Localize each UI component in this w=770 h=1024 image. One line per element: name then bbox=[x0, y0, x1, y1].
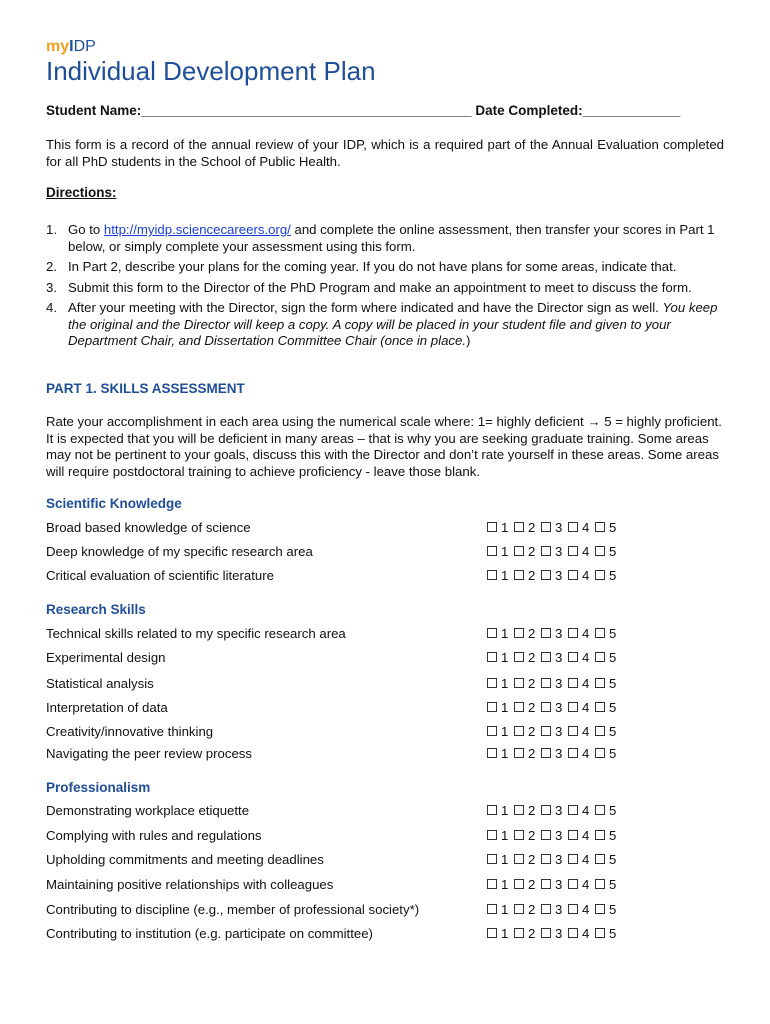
skill-row bbox=[46, 828, 726, 846]
rating-number: 5 bbox=[609, 568, 617, 583]
skill-label: Interpretation of data bbox=[46, 700, 168, 715]
rating-checkbox[interactable] bbox=[595, 570, 605, 580]
skill-row bbox=[46, 803, 726, 821]
skill-row bbox=[46, 626, 726, 644]
rating-number: 1 bbox=[501, 676, 512, 691]
rating-checkbox[interactable] bbox=[487, 628, 497, 638]
rating-number: 4 bbox=[582, 877, 593, 892]
rating-checkbox[interactable] bbox=[568, 522, 578, 532]
rating-number: 4 bbox=[582, 676, 593, 691]
rating-scale bbox=[486, 877, 617, 892]
rating-checkbox[interactable] bbox=[568, 879, 578, 889]
rating-instructions: Rate your accomplishment in each area using the numerical scale where: 1= highly deficient → 5 = highly proficient. It is expected that you will be deficient in many areas – that is why you are seeking graduate training. Some areas may not be pertinent to your goals, discuss this with the Director and don’t rate yourself in these areas. Some areas will require postdoctoral training to achieve proficiency - leave those blank. bbox=[46, 414, 722, 479]
rating-number: 3 bbox=[555, 803, 566, 818]
rating-checkbox[interactable] bbox=[595, 830, 605, 840]
skill-label: Experimental design bbox=[46, 650, 166, 665]
skill-label: Broad based knowledge of science bbox=[46, 520, 251, 535]
rating-checkbox[interactable] bbox=[541, 904, 551, 914]
rating-number: 4 bbox=[582, 828, 593, 843]
part1-heading: PART 1. SKILLS ASSESSMENT bbox=[46, 381, 245, 396]
rating-number: 2 bbox=[528, 626, 539, 641]
rating-number: 5 bbox=[609, 852, 617, 867]
directions-list bbox=[46, 222, 726, 354]
section-heading: Research Skills bbox=[46, 602, 146, 617]
rating-checkbox[interactable] bbox=[568, 928, 578, 938]
rating-scale bbox=[486, 650, 617, 665]
rating-number: 5 bbox=[609, 650, 617, 665]
rating-checkbox[interactable] bbox=[541, 628, 551, 638]
rating-scale bbox=[486, 746, 617, 761]
rating-number: 1 bbox=[501, 746, 512, 761]
skill-row bbox=[46, 902, 726, 920]
rating-number: 3 bbox=[555, 520, 566, 535]
rating-checkbox[interactable] bbox=[487, 904, 497, 914]
rating-checkbox[interactable] bbox=[514, 570, 524, 580]
rating-scale bbox=[486, 544, 617, 559]
rating-checkbox[interactable] bbox=[487, 830, 497, 840]
rating-number: 2 bbox=[528, 852, 539, 867]
rating-checkbox[interactable] bbox=[514, 546, 524, 556]
rating-checkbox[interactable] bbox=[514, 628, 524, 638]
rating-number: 2 bbox=[528, 877, 539, 892]
rating-checkbox[interactable] bbox=[541, 854, 551, 864]
rating-checkbox[interactable] bbox=[568, 546, 578, 556]
rating-checkbox[interactable] bbox=[541, 879, 551, 889]
rating-number: 4 bbox=[582, 568, 593, 583]
rating-checkbox[interactable] bbox=[487, 805, 497, 815]
rating-number: 2 bbox=[528, 568, 539, 583]
rating-number: 2 bbox=[528, 926, 539, 941]
rating-number: 5 bbox=[609, 828, 617, 843]
rating-checkbox[interactable] bbox=[487, 879, 497, 889]
rating-number: 5 bbox=[609, 877, 617, 892]
rating-checkbox[interactable] bbox=[595, 628, 605, 638]
rating-number: 1 bbox=[501, 650, 512, 665]
direction-item: 2. In Part 2, describe your plans for the coming year. If you do not have plans for some areas, indicate that. bbox=[46, 259, 677, 274]
rating-number: 1 bbox=[501, 902, 512, 917]
rating-checkbox[interactable] bbox=[514, 726, 524, 736]
skill-row bbox=[46, 877, 726, 895]
skill-label: Technical skills related to my specific research area bbox=[46, 626, 346, 641]
rating-number: 5 bbox=[609, 803, 617, 818]
rating-checkbox[interactable] bbox=[514, 522, 524, 532]
rating-number: 5 bbox=[609, 902, 617, 917]
myidp-logo: myIDP bbox=[46, 38, 96, 55]
rating-checkbox[interactable] bbox=[595, 879, 605, 889]
directions-heading: Directions: bbox=[46, 185, 117, 200]
rating-number: 3 bbox=[555, 626, 566, 641]
rating-number: 4 bbox=[582, 902, 593, 917]
rating-number: 3 bbox=[555, 877, 566, 892]
rating-number: 3 bbox=[555, 676, 566, 691]
rating-checkbox[interactable] bbox=[541, 546, 551, 556]
rating-number: 4 bbox=[582, 626, 593, 641]
rating-number: 3 bbox=[555, 902, 566, 917]
rating-number: 5 bbox=[609, 746, 617, 761]
rating-number: 5 bbox=[609, 676, 617, 691]
rating-checkbox[interactable] bbox=[541, 570, 551, 580]
rating-scale bbox=[486, 676, 617, 691]
rating-checkbox[interactable] bbox=[541, 726, 551, 736]
skill-label: Statistical analysis bbox=[46, 676, 154, 691]
rating-number: 1 bbox=[501, 700, 512, 715]
rating-checkbox[interactable] bbox=[568, 830, 578, 840]
skill-label: Demonstrating workplace etiquette bbox=[46, 803, 250, 818]
rating-checkbox[interactable] bbox=[595, 522, 605, 532]
skill-row bbox=[46, 676, 726, 694]
rating-number: 4 bbox=[582, 803, 593, 818]
rating-checkbox[interactable] bbox=[514, 830, 524, 840]
direction-item: 1. Go to http://myidp.sciencecareers.org/ and complete the online assessment, then transfer your scores in Part 1 below, or simply complete your assessment using this form. bbox=[46, 222, 715, 254]
rating-number: 4 bbox=[582, 650, 593, 665]
skill-label: Creativity/innovative thinking bbox=[46, 724, 214, 739]
skill-row bbox=[46, 852, 726, 870]
rating-number: 5 bbox=[609, 700, 617, 715]
rating-checkbox[interactable] bbox=[568, 748, 578, 758]
skill-row bbox=[46, 568, 726, 586]
rating-checkbox[interactable] bbox=[514, 879, 524, 889]
rating-number: 1 bbox=[501, 926, 512, 941]
rating-checkbox[interactable] bbox=[568, 702, 578, 712]
rating-number: 1 bbox=[501, 544, 512, 559]
rating-checkbox[interactable] bbox=[568, 570, 578, 580]
skill-label: Complying with rules and regulations bbox=[46, 828, 262, 843]
rating-number: 1 bbox=[501, 568, 512, 583]
rating-checkbox[interactable] bbox=[595, 546, 605, 556]
rating-number: 2 bbox=[528, 650, 539, 665]
myidp-link[interactable]: http://myidp.sciencecareers.org/ bbox=[103, 222, 291, 237]
section-heading: Scientific Knowledge bbox=[46, 496, 182, 511]
rating-number: 4 bbox=[582, 746, 593, 761]
rating-number: 3 bbox=[555, 700, 566, 715]
rating-number: 2 bbox=[528, 544, 539, 559]
skill-row bbox=[46, 926, 726, 944]
rating-number: 2 bbox=[528, 828, 539, 843]
rating-checkbox[interactable] bbox=[568, 678, 578, 688]
rating-checkbox[interactable] bbox=[541, 830, 551, 840]
rating-checkbox[interactable] bbox=[514, 748, 524, 758]
rating-scale bbox=[486, 852, 617, 867]
rating-number: 3 bbox=[555, 852, 566, 867]
rating-number: 5 bbox=[609, 926, 617, 941]
rating-checkbox[interactable] bbox=[487, 928, 497, 938]
rating-number: 4 bbox=[582, 544, 593, 559]
rating-number: 2 bbox=[528, 724, 539, 739]
rating-checkbox[interactable] bbox=[514, 904, 524, 914]
rating-checkbox[interactable] bbox=[487, 570, 497, 580]
rating-scale bbox=[486, 724, 617, 739]
rating-checkbox[interactable] bbox=[514, 928, 524, 938]
rating-number: 1 bbox=[501, 520, 512, 535]
rating-number: 3 bbox=[555, 544, 566, 559]
rating-checkbox[interactable] bbox=[514, 678, 524, 688]
rating-number: 1 bbox=[501, 803, 512, 818]
rating-number: 3 bbox=[555, 828, 566, 843]
rating-scale bbox=[486, 926, 617, 941]
rating-number: 2 bbox=[528, 700, 539, 715]
rating-checkbox[interactable] bbox=[568, 854, 578, 864]
rating-number: 2 bbox=[528, 746, 539, 761]
skill-row bbox=[46, 700, 726, 718]
rating-number: 4 bbox=[582, 520, 593, 535]
rating-checkbox[interactable] bbox=[568, 652, 578, 662]
rating-number: 2 bbox=[528, 676, 539, 691]
rating-scale bbox=[486, 626, 617, 641]
rating-number: 1 bbox=[501, 626, 512, 641]
rating-checkbox[interactable] bbox=[487, 522, 497, 532]
rating-checkbox[interactable] bbox=[595, 904, 605, 914]
rating-scale bbox=[486, 700, 617, 715]
rating-scale bbox=[486, 520, 617, 535]
rating-number: 2 bbox=[528, 520, 539, 535]
rating-number: 4 bbox=[582, 852, 593, 867]
rating-checkbox[interactable] bbox=[487, 546, 497, 556]
rating-checkbox[interactable] bbox=[541, 928, 551, 938]
rating-checkbox[interactable] bbox=[541, 702, 551, 712]
rating-number: 5 bbox=[609, 626, 617, 641]
skill-label: Upholding commitments and meeting deadlines bbox=[46, 852, 324, 867]
rating-checkbox[interactable] bbox=[487, 854, 497, 864]
skill-label: Maintaining positive relationships with colleagues bbox=[46, 877, 334, 892]
rating-checkbox[interactable] bbox=[487, 678, 497, 688]
skill-label: Deep knowledge of my specific research area bbox=[46, 544, 313, 559]
rating-checkbox[interactable] bbox=[487, 702, 497, 712]
student-name-date-row[interactable]: Student Name:____________________________________________ Date Completed:_____________ bbox=[46, 103, 681, 118]
skill-row bbox=[46, 746, 726, 764]
skill-row bbox=[46, 650, 726, 668]
rating-number: 4 bbox=[582, 700, 593, 715]
skill-row bbox=[46, 520, 726, 538]
rating-number: 3 bbox=[555, 650, 566, 665]
rating-checkbox[interactable] bbox=[541, 678, 551, 688]
rating-checkbox[interactable] bbox=[595, 854, 605, 864]
direction-item: 3. Submit this form to the Director of the PhD Program and make an appointment to meet to discuss the form. bbox=[46, 279, 692, 295]
intro-paragraph: This form is a record of the annual review of your IDP, which is a required part of the Annual Evaluation completed for all PhD students in the School of Public Health. bbox=[46, 137, 724, 169]
rating-checkbox[interactable] bbox=[595, 748, 605, 758]
section-heading: Professionalism bbox=[46, 780, 151, 795]
skill-row bbox=[46, 544, 726, 562]
rating-checkbox[interactable] bbox=[487, 652, 497, 662]
rating-checkbox[interactable] bbox=[595, 702, 605, 712]
skill-row bbox=[46, 724, 726, 742]
rating-checkbox[interactable] bbox=[541, 652, 551, 662]
skill-label: Contributing to discipline (e.g., member of professional society*) bbox=[46, 902, 420, 917]
rating-number: 5 bbox=[609, 544, 617, 559]
skill-label: Navigating the peer review process bbox=[46, 746, 252, 761]
rating-checkbox[interactable] bbox=[568, 904, 578, 914]
rating-number: 3 bbox=[555, 568, 566, 583]
rating-checkbox[interactable] bbox=[595, 726, 605, 736]
rating-number: 5 bbox=[609, 724, 617, 739]
rating-number: 4 bbox=[582, 724, 593, 739]
rating-checkbox[interactable] bbox=[568, 628, 578, 638]
rating-number: 2 bbox=[528, 902, 539, 917]
rating-checkbox[interactable] bbox=[487, 726, 497, 736]
direction-item: 4. After your meeting with the Director, sign the form where indicated and have the Director sign as well. You keep the original and the Director will keep a copy. A copy will be placed in your student file and given to your Department Chair, and Dissertation Committee Chair (once in place.) bbox=[46, 300, 718, 348]
rating-checkbox[interactable] bbox=[541, 522, 551, 532]
rating-checkbox[interactable] bbox=[595, 652, 605, 662]
rating-checkbox[interactable] bbox=[514, 854, 524, 864]
rating-checkbox[interactable] bbox=[595, 805, 605, 815]
rating-scale bbox=[486, 803, 617, 818]
rating-checkbox[interactable] bbox=[514, 702, 524, 712]
rating-number: 5 bbox=[609, 520, 617, 535]
rating-checkbox[interactable] bbox=[514, 805, 524, 815]
rating-checkbox[interactable] bbox=[541, 748, 551, 758]
rating-number: 1 bbox=[501, 852, 512, 867]
rating-number: 3 bbox=[555, 926, 566, 941]
rating-checkbox[interactable] bbox=[595, 678, 605, 688]
rating-checkbox[interactable] bbox=[541, 805, 551, 815]
page-title: Individual Development Plan bbox=[46, 56, 376, 86]
rating-number: 3 bbox=[555, 724, 566, 739]
rating-scale bbox=[486, 828, 617, 843]
skill-label: Contributing to institution (e.g. participate on committee) bbox=[46, 926, 373, 941]
rating-number: 3 bbox=[555, 746, 566, 761]
rating-number: 2 bbox=[528, 803, 539, 818]
rating-scale bbox=[486, 568, 617, 583]
rating-scale bbox=[486, 902, 617, 917]
rating-checkbox[interactable] bbox=[487, 748, 497, 758]
rating-number: 4 bbox=[582, 926, 593, 941]
rating-number: 1 bbox=[501, 724, 512, 739]
rating-checkbox[interactable] bbox=[568, 805, 578, 815]
skill-label: Critical evaluation of scientific literature bbox=[46, 568, 274, 583]
rating-checkbox[interactable] bbox=[568, 726, 578, 736]
rating-number: 1 bbox=[501, 828, 512, 843]
rating-number: 1 bbox=[501, 877, 512, 892]
rating-checkbox[interactable] bbox=[514, 652, 524, 662]
rating-checkbox[interactable] bbox=[595, 928, 605, 938]
